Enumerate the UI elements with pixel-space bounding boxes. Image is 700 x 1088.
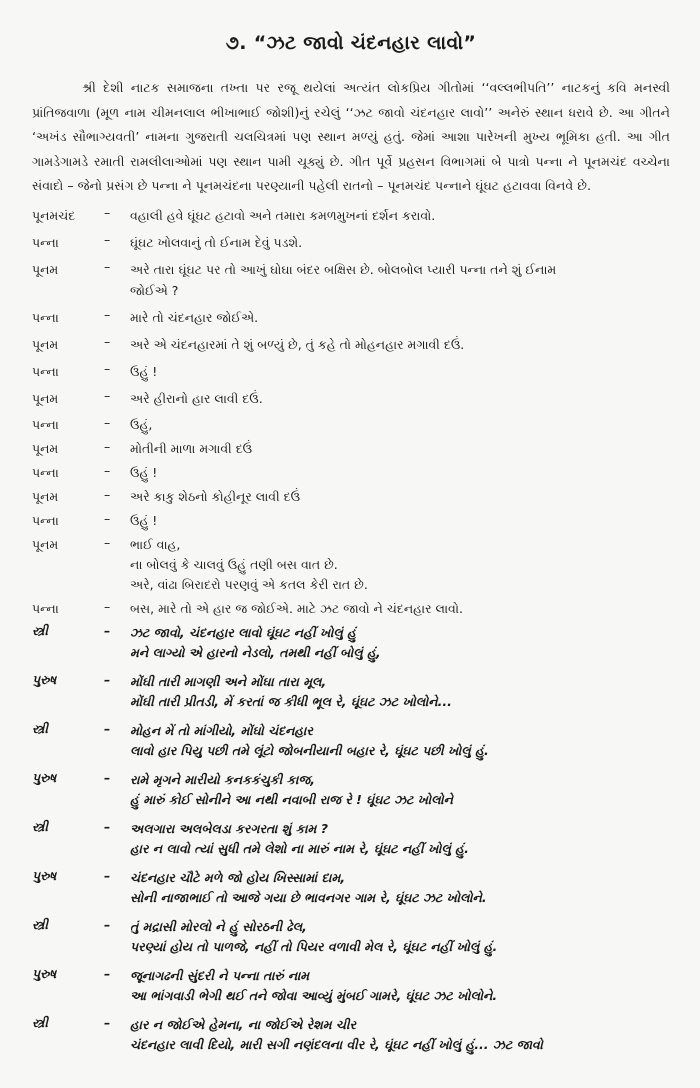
dialogue-lines: [130, 599, 670, 619]
dialogue-row: [32, 205, 670, 226]
dialogue-lines: [130, 307, 670, 328]
dash-separator: –: [104, 333, 111, 349]
dialogue-line: અરે હીરાનો હાર લાવી દઉં.: [130, 390, 263, 406]
dash-separator: –: [104, 231, 111, 247]
dialogue-speaker: પન્ના: [32, 512, 59, 528]
song-speaker: સ્ત્રી: [32, 622, 48, 638]
song-lines: [130, 1015, 670, 1055]
song-row: [32, 868, 670, 908]
dialogue-line: અરે એ ચંદનહારમાં તે શું બળ્યું છે, તું કહે તો મોહનહાર મગાવી દઉં.: [130, 336, 465, 352]
dialogue-line: ઉહું !: [130, 363, 158, 379]
song-line: મોંઘી તારી પ્રીતડી, મેં કરતાં જ કીધી ભૂલ રે, ઘૂંઘટ ઝટ ખોલોને...: [130, 693, 452, 709]
dialogue-row: [32, 361, 670, 382]
dialogue-lines: [130, 439, 670, 459]
dialogue-row: [32, 232, 670, 253]
dialogue-line: અરે તારા ઘૂંઘટ પર તો આખું ઘોઘા બંદર બક્ષિસ છે. બોલબોલ પ્યારી પન્ના તને શું ઈનામ: [130, 261, 557, 277]
song-lines: [130, 672, 670, 712]
song-line: ચંદનહાર ચૌટે મળે જો હોય ખિસ્સામાં દામ,: [130, 869, 346, 885]
song-row: [32, 917, 670, 957]
dialogue-row: [32, 259, 670, 301]
dialogue-lines: [130, 463, 670, 483]
dialogue-row: [32, 511, 670, 531]
dialogue-lines: [130, 361, 670, 382]
song-line: તું મદ્રાસી મોરલો ને હું સોરઠની ઢેલ,: [130, 918, 307, 934]
song-line: હાર ન જોઈએ હેમના, ના જોઈએ રેશમ ચીર: [130, 1016, 356, 1032]
dash-separator: –: [104, 486, 111, 502]
song-speaker: પુરુષ: [32, 965, 57, 981]
dialogue-row: [32, 415, 670, 435]
song-row: [32, 819, 670, 859]
dash-separator: –: [104, 1014, 111, 1030]
song-row: [32, 1015, 670, 1055]
song-line: જૂનાગઢની સુંદરી ને પન્ના તારું નામ: [130, 967, 310, 983]
dialogue-speaker: પન્ના: [32, 309, 59, 325]
dialogue-speaker: પન્ના: [32, 600, 59, 616]
dialogue-lines: [130, 205, 670, 226]
dash-separator: –: [104, 867, 111, 883]
song-line: ઝટ જાવો, ચંદનહાર લાવો ઘૂંઘટ નહીં ખોલું હું: [130, 624, 357, 640]
song-row: [32, 966, 670, 1006]
song-speaker: પુરુષ: [32, 769, 57, 785]
song-lines: [130, 721, 670, 761]
song-row: [32, 721, 670, 761]
song-line: પરણ્યાં હોય તો પાળજે, નહીં તો પિયર વળાવી મેલ રે, ઘૂંઘટ નહીં ખોલું હું.: [130, 938, 498, 954]
dash-separator: –: [104, 462, 111, 478]
dialogue-line: મારે તો ચંદનહાર જોઈએ.: [130, 309, 259, 325]
dialogue-lines: [130, 232, 670, 253]
song-lines: [130, 917, 670, 957]
dash-separator: –: [104, 720, 111, 736]
dialogue-row: [32, 439, 670, 459]
dialogue-row: [32, 388, 670, 409]
song-speaker: સ્ત્રી: [32, 916, 48, 932]
dialogue-speaker: પૂનમ: [32, 261, 59, 277]
dialogue-line: ઉહું,: [130, 416, 153, 432]
dash-separator: –: [104, 360, 111, 376]
song-row: [32, 623, 670, 663]
dash-separator: –: [104, 258, 111, 274]
dialogue-lines: [130, 535, 670, 595]
dialogue-speaker: પૂનમ: [32, 488, 59, 504]
dialogue-lines: [130, 334, 670, 355]
dash-separator: –: [104, 916, 111, 932]
dash-separator: –: [104, 414, 111, 430]
dash-separator: –: [104, 306, 111, 322]
dash-separator: –: [104, 510, 111, 526]
song-line: રામે મૃગને મારીયો કનકકંચુકી કાજ,: [130, 771, 315, 787]
dash-separator: –: [104, 769, 111, 785]
dash-separator: –: [104, 598, 111, 614]
dialogue-speaker: પૂનમ: [32, 336, 59, 352]
dialogue-line: ભાઈ વાહ,: [130, 536, 181, 552]
dialogue-line: મોતીની માળા મગાવી દઉં: [130, 440, 253, 456]
dialogue-speaker: પન્ના: [32, 234, 59, 250]
dialogue-lines: [130, 259, 670, 301]
dialogue-row: [32, 535, 670, 595]
song-speaker: સ્ત્રી: [32, 1014, 48, 1030]
dialogue-speaker: પન્ના: [32, 363, 59, 379]
dialogue-lines: [130, 388, 670, 409]
dash-separator: –: [104, 818, 111, 834]
dialogue-row: [32, 487, 670, 507]
song-lines: [130, 868, 670, 908]
song-speaker: પુરુષ: [32, 867, 57, 883]
song-speaker: સ્ત્રી: [32, 720, 48, 736]
dialogue-line: ઉહું !: [130, 512, 158, 528]
dash-separator: –: [104, 965, 111, 981]
dialogue-row: [32, 307, 670, 328]
dialogue-speaker: પૂનમ: [32, 440, 59, 456]
song-line: આ ભાંગવાડી ભેગી થઈ તને જોવા આવ્યું મુંબઈ ગામરે, ઘૂંઘટ ઝટ ખોલોને.: [130, 987, 498, 1003]
dash-separator: –: [104, 622, 111, 638]
dialogue-row: [32, 463, 670, 483]
dialogue-line: વહાલી હવે ઘૂંઘટ હટાવો અને તમારા કમળમુખનાં દર્શન કરાવો.: [130, 207, 436, 223]
song-line: હું મારું કોઈ સોનીને આ નથી નવાબી રાજ રે ! ઘૂંઘટ ઝટ ખોલોને: [130, 791, 453, 807]
dialogue-speaker: પૂનમ: [32, 536, 59, 552]
dash-separator: –: [104, 387, 111, 403]
song-lines: [130, 966, 670, 1006]
dialogue-row: [32, 334, 670, 355]
dialogue-line: અરે, વાંઢા બિરાદરો પરણવું એ કતલ કેરી રાત છે.: [130, 576, 368, 592]
dialogue-speaker: પન્ના: [32, 416, 59, 432]
dialogue-speaker: પૂનમ: [32, 390, 59, 406]
song-row: [32, 770, 670, 810]
song-list: [32, 623, 670, 1055]
dash-separator: –: [104, 204, 111, 220]
dialogue-lines: [130, 511, 670, 531]
dialogue-line: જોઈએ ?: [130, 282, 179, 298]
dash-separator: –: [104, 534, 111, 550]
song-line: અલગારા અલબેલડા કરગરતા શું કામ ?: [130, 820, 328, 836]
page-title: ૭. “ઝટ જાવો ચંદનહાર લાવો”: [225, 32, 477, 54]
intro-paragraph: શ્રી દેશી નાટક સમાજના તખ્તા પર રજૂ થયેલાં અત્યંત લોકપ્રિય ગીતોમાં ‘‘વલ્લભીપતિ’’ નાટકનું કવિ મનસ્વી પ્રાંતિજવાળા (મૂળ નામ ચીમનલાલ ભીખાભાઈ જોશી)નું રચેલું ‘‘ઝટ જાવો ચંદનહાર લાવો’’ અનેરું સ્થાન ધરાવે છે. આ ગીતને ‘અખંડ સૌભાગ્યવતી’ નામના ગુજરાતી ચલચિત્રમાં પણ સ્થાન મળ્યું હતું. જેમાં આશા પારેખની મુખ્ય ભૂમિકા હતી. આ ગીત ગામડેગામડે રમાતી રામલીલાઓમાં પણ સ્થાન પામી ચૂક્યું છે. ગીત પૂર્વે પ્રહસન વિભાગમાં બે પાત્રો પન્ના ને પૂનમચંદ વચ્ચેના સંવાદો – જેનો પ્રસંગ છે પન્ના ને પૂનમચંદના પરણ્યાની પહેલી રાતનો – પૂનમચંદ પન્નાને ઘૂંઘટ હટાવવા વિનવે છે.: [32, 80, 670, 193]
dialogue-row: [32, 599, 670, 619]
song-lines: [130, 819, 670, 859]
song-lines: [130, 623, 670, 663]
song-speaker: સ્ત્રી: [32, 818, 48, 834]
dialogue-line: બસ, મારે તો એ હાર જ જોઈએ. માટે ઝટ જાવો ને ચંદનહાર લાવો.: [130, 600, 463, 616]
song-line: મોંઘી તારી માગણી અને મોંઘા તારા મૂલ,: [130, 673, 327, 689]
dialogue-list: [32, 205, 670, 619]
dash-separator: –: [104, 671, 111, 687]
song-line: સોની નાજાભાઈ તો આજે ગયા છે ભાવનગર ગામ રે, ઘૂંઘટ ઝટ ખોલોને.: [130, 889, 487, 905]
dialogue-line: અરે કાકુ શેઠનો કોહીનૂર લાવી દઉં: [130, 488, 301, 504]
song-line: મોહન મેં તો માંગીયો, મોંઘો ચંદનહાર: [130, 722, 313, 738]
dialogue-speaker: પન્ના: [32, 464, 59, 480]
dialogue-line: ઘૂંઘટ ખોલવાનું તો ઈનામ દેવું પડશે.: [130, 234, 303, 250]
song-speaker: પુરુષ: [32, 671, 57, 687]
dialogue-lines: [130, 487, 670, 507]
song-line: લાવો હાર પિયુ પછી તમે લૂંટો જોબનીયાની બહાર રે, ઘૂંઘટ પછી ખોલું હું.: [130, 742, 489, 758]
dash-separator: –: [104, 438, 111, 454]
song-line: ચંદનહાર લાવી દિયો, મારી સગી નણંદલના વીર રે, ઘૂંઘટ નહીં ખોલું હું... ઝટ જાવો: [130, 1036, 543, 1052]
dialogue-line: ઉહું !: [130, 464, 158, 480]
dialogue-speaker: પૂનમચંદ: [32, 207, 76, 223]
song-lines: [130, 770, 670, 810]
song-line: મને લાગ્યો એ હારનો નેડલો, તમથી નહીં બોલું હું,: [130, 644, 381, 660]
dialogue-lines: [130, 415, 670, 435]
dialogue-line: ના બોલવું કે ચાલવું ઉહું તણી બસ વાત છે.: [130, 556, 338, 572]
song-row: [32, 672, 670, 712]
song-line: હાર ન લાવો ત્યાં સુધી તમે લેશો ના મારું નામ રે, ઘૂંઘટ નહીં ખોલું હું.: [130, 840, 469, 856]
